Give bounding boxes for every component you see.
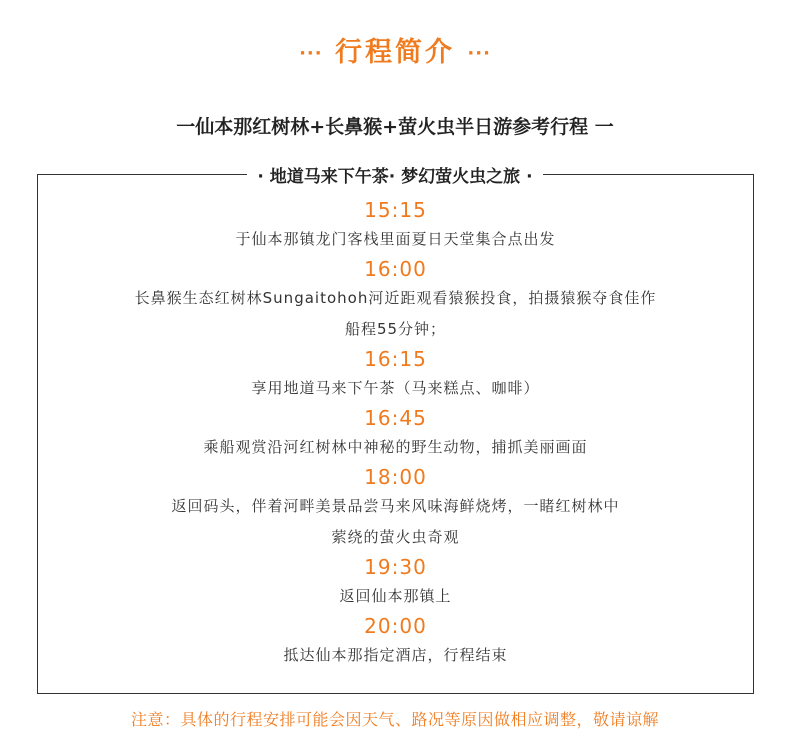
section-header [0, 30, 790, 69]
schedule-item [37, 553, 754, 612]
schedule-item [37, 345, 754, 404]
itinerary-subtitle: 一仙本那红树林+长鼻猴+萤火虫半日游参考行程 一 [176, 116, 614, 138]
schedule-item [37, 196, 754, 255]
header-dots-right: ··· [467, 43, 491, 64]
schedule-description: 返回仙本那镇上 [339, 587, 452, 605]
section-title: 行程简介 [335, 37, 455, 68]
schedule-time: 16:45 [364, 406, 427, 430]
schedule-time: 18:00 [364, 465, 427, 489]
schedule-time: 15:15 [364, 198, 427, 222]
schedule-item [37, 612, 754, 671]
schedule-time: 16:00 [364, 257, 427, 281]
schedule-description: 返回码头，伴着河畔美景品尝马来风味海鲜烧烤，一睹红树林中 [171, 497, 620, 515]
header-dots-left: ··· [299, 43, 323, 64]
schedule-time: 16:15 [364, 347, 427, 371]
schedule-time: 19:30 [364, 555, 427, 579]
schedule-description: 于仙本那镇龙门客栈里面夏日天堂集合点出发 [235, 230, 556, 248]
adjustment-notice: 注意：具体的行程安排可能会因天气、路况等原因做相应调整，敬请谅解 [130, 710, 659, 729]
schedule-description-continued: 船程55分钟； [344, 320, 447, 338]
itinerary-box-title-text: · 地道马来下午茶· 梦幻萤火虫之旅 · [247, 167, 542, 187]
schedule-description: 长鼻猴生态红树林Sungaitohoh河近距观看猿猴投食，拍摄猿猴夺食佳作 [134, 289, 657, 307]
schedule-description: 乘船观赏沿河红树林中神秘的野生动物，捕抓美丽画面 [203, 438, 588, 456]
schedule-description: 抵达仙本那指定酒店，行程结束 [283, 646, 508, 664]
schedule-list [37, 196, 754, 671]
schedule-item [37, 463, 754, 553]
schedule-description-continued: 萦绕的萤火虫奇观 [331, 528, 460, 546]
schedule-item [37, 404, 754, 463]
schedule-description: 享用地道马来下午茶（马来糕点、咖啡） [251, 379, 540, 397]
schedule-item [37, 255, 754, 345]
schedule-time: 20:00 [364, 614, 427, 638]
